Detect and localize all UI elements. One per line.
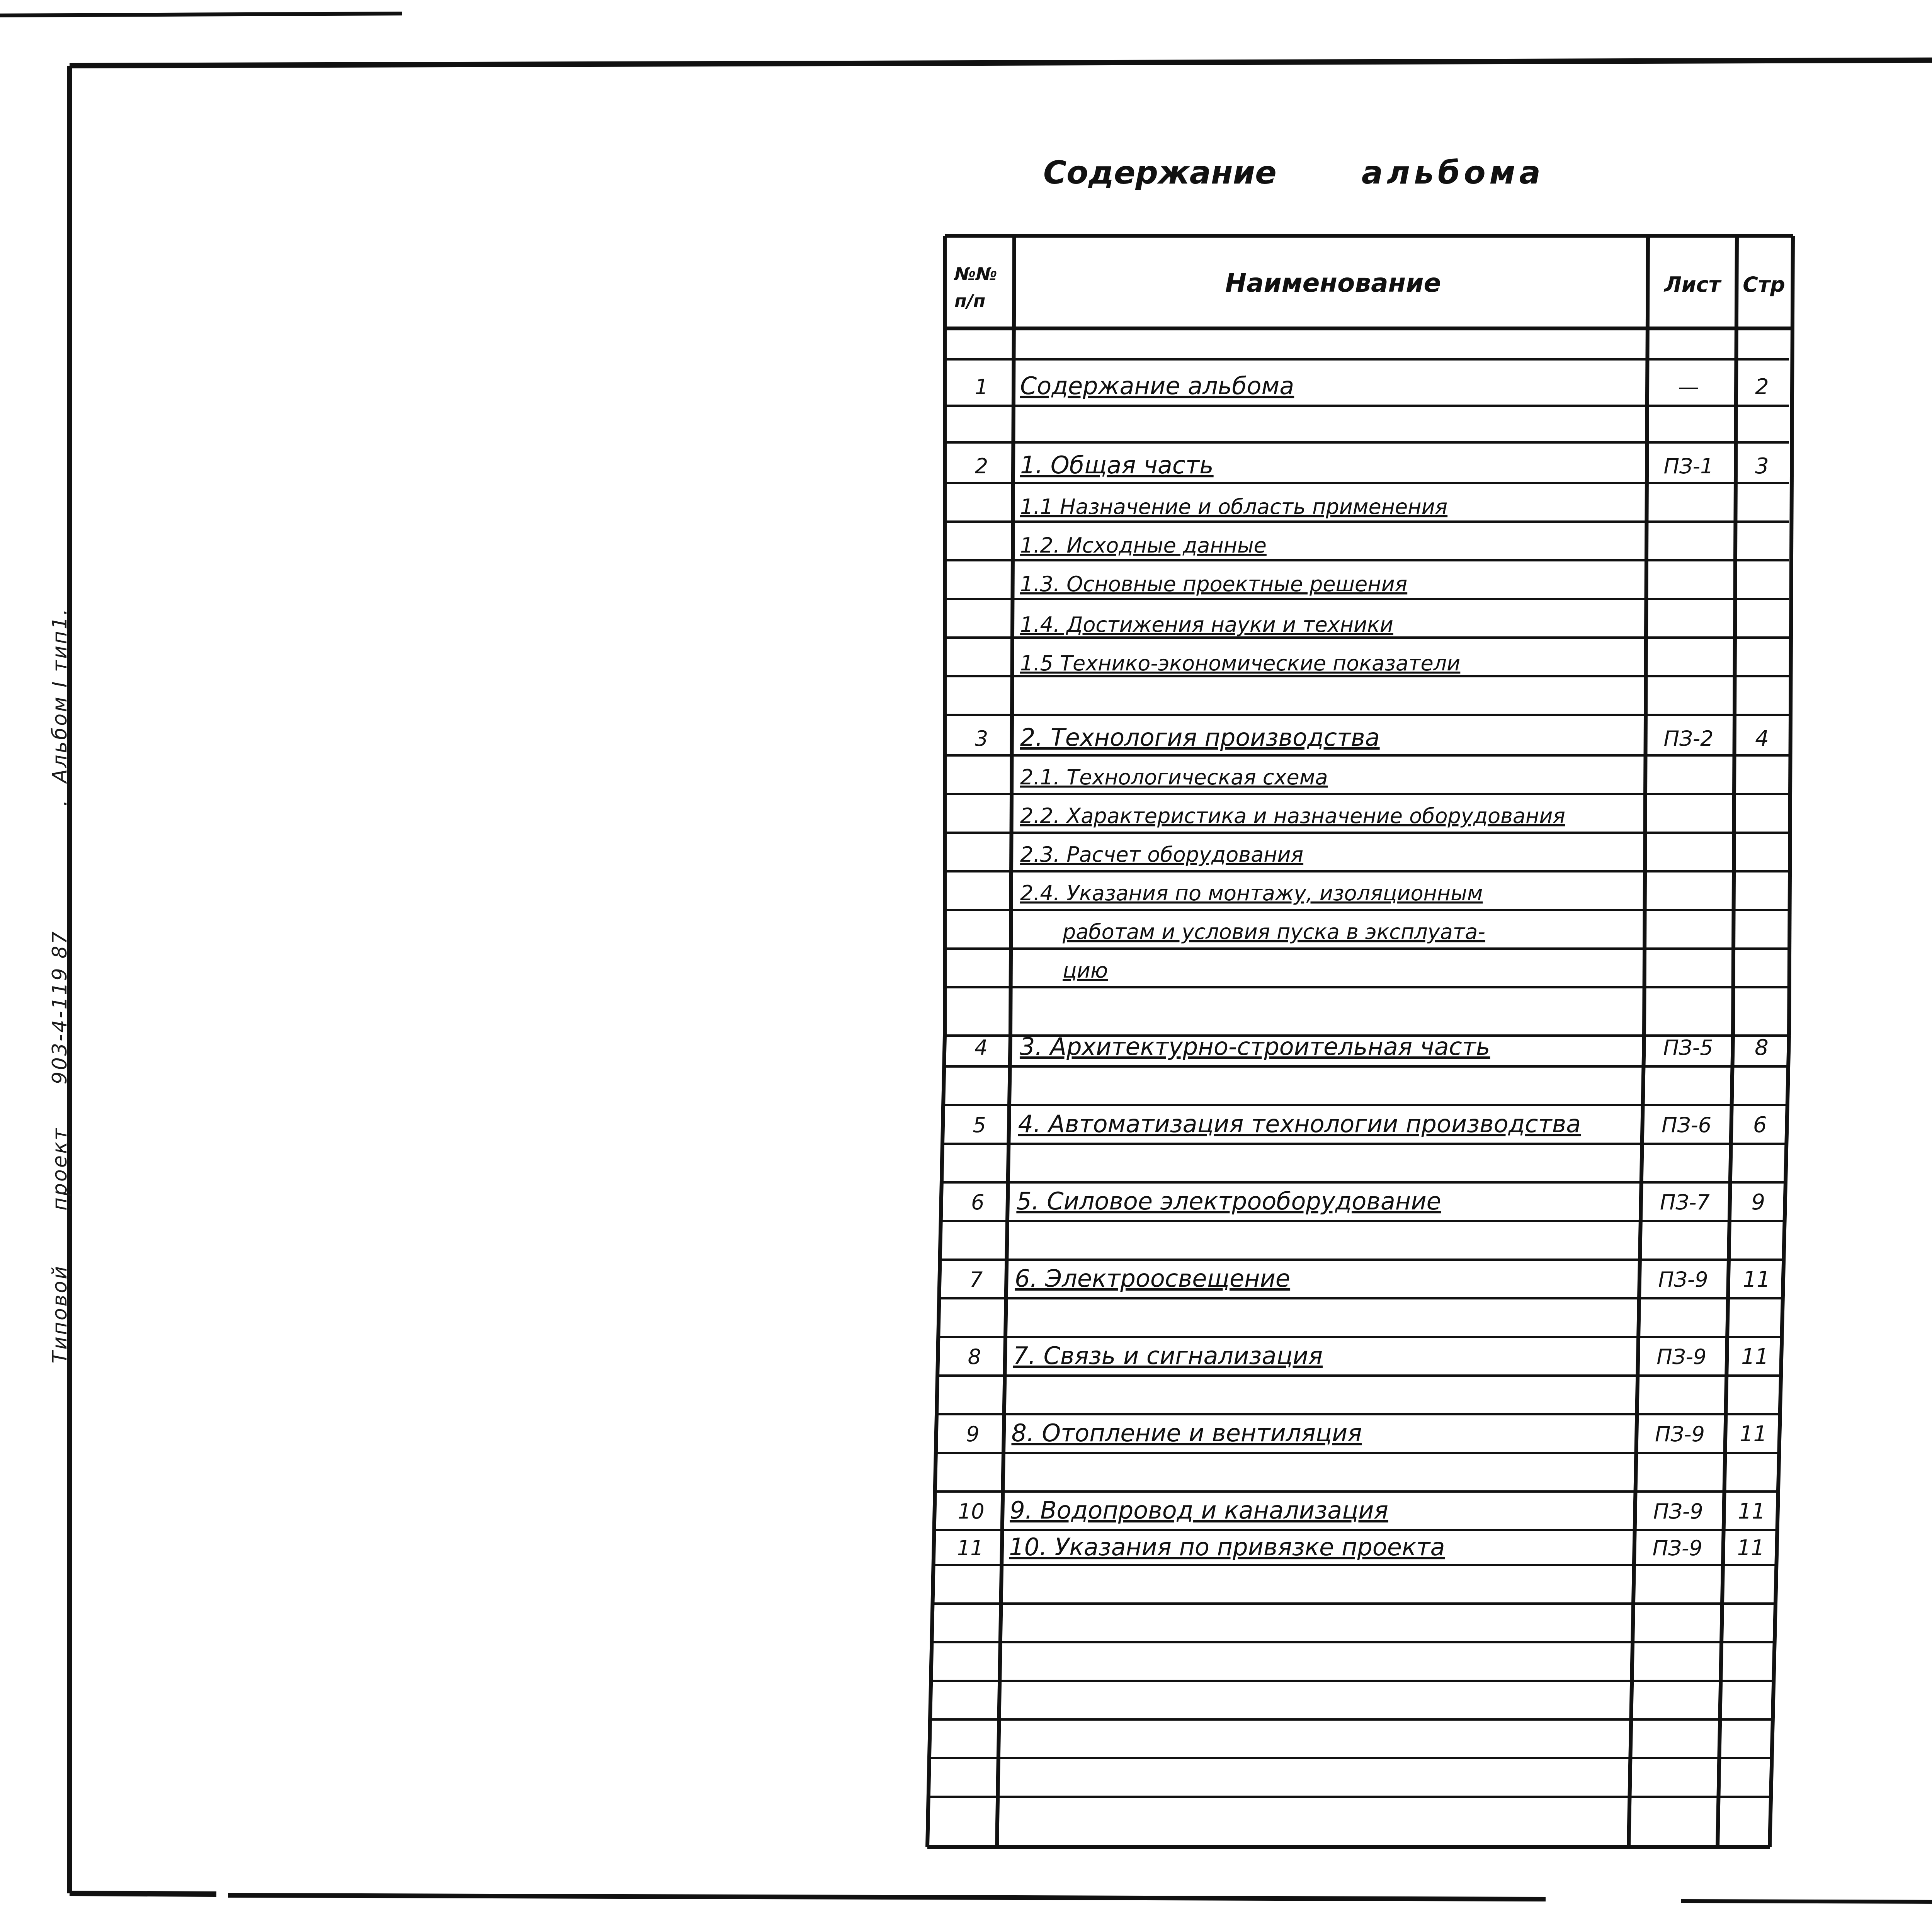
row-name: 2.1. Технологическая схема: [1020, 765, 1328, 789]
row-num: 2: [975, 454, 988, 478]
table-row: [969, 1264, 1770, 1293]
side-stamp-type: Типовой: [48, 1264, 71, 1364]
table-row: [1020, 842, 1303, 867]
side-stamp-number: 903-4-119 87: [48, 930, 71, 1085]
row-sheet: ПЗ-9: [1652, 1536, 1702, 1560]
table-row: [971, 1187, 1765, 1215]
header-page: Стр: [1743, 272, 1785, 297]
row-name: 9. Водопровод и канализация: [1010, 1496, 1388, 1524]
table-row: [968, 1342, 1769, 1370]
header-name: Наименование: [1225, 268, 1441, 298]
table-row: [1020, 572, 1407, 596]
row-name: цию: [1063, 958, 1108, 983]
row-name: 8. Отопление и вентиляция: [1011, 1419, 1362, 1447]
row-name: 2. Технология производства: [1020, 723, 1380, 752]
row-name: 1.5 Технико-экономические показатели: [1020, 651, 1461, 675]
row-sheet: ПЗ-7: [1660, 1190, 1710, 1214]
table-row: [1020, 881, 1483, 905]
table-row: [1020, 765, 1328, 789]
row-name: 1.3. Основные проектные решения: [1020, 572, 1408, 596]
title-word-1: Содержание: [1043, 155, 1277, 191]
row-num: 7: [969, 1267, 983, 1292]
row-sheet: —: [1678, 375, 1699, 399]
row-sheet: ПЗ-9: [1655, 1422, 1705, 1446]
row-name: 1. Общая часть: [1020, 451, 1214, 479]
header-sheet: Лист: [1664, 272, 1721, 297]
row-page: 3: [1755, 454, 1769, 479]
title-word-2: альбома: [1361, 155, 1544, 191]
row-page: 6: [1753, 1112, 1767, 1138]
header-num: №№ п/п: [954, 264, 997, 311]
table-row: [1062, 920, 1485, 944]
row-sheet: ПЗ-9: [1653, 1499, 1703, 1524]
row-sheet: ПЗ-9: [1658, 1267, 1708, 1292]
row-name: 3. Архитектурно-строительная часть: [1019, 1032, 1490, 1061]
table-header: [954, 264, 1785, 311]
table-body: [957, 372, 1770, 1561]
row-name: 1.4. Достижения науки и техники: [1020, 612, 1393, 637]
row-page: 11: [1739, 1422, 1767, 1447]
table-row: [957, 1533, 1765, 1561]
row-name: 7. Связь и сигнализация: [1013, 1342, 1323, 1370]
table-row: [1020, 612, 1393, 637]
row-num: 11: [957, 1536, 984, 1560]
table-row: [975, 372, 1769, 400]
row-num: 10: [957, 1499, 985, 1524]
table-row: [973, 1110, 1767, 1138]
row-name: Содержание альбома: [1020, 372, 1294, 400]
row-sheet: ПЗ-1: [1663, 454, 1714, 478]
row-name: 2.2. Характеристика и назначение оборудования: [1020, 804, 1565, 828]
row-page: 11: [1738, 1499, 1765, 1524]
row-num: 4: [974, 1036, 988, 1060]
table-row: [1020, 804, 1565, 828]
row-num: 5: [973, 1113, 986, 1137]
row-num: 3: [975, 726, 988, 751]
row-num: 6: [971, 1190, 985, 1214]
row-name: 5. Силовое электрооборудование: [1016, 1187, 1441, 1215]
row-num: 9: [966, 1422, 980, 1446]
table-row: [958, 1496, 1765, 1524]
row-page: 11: [1743, 1267, 1770, 1292]
table-row: [975, 451, 1769, 479]
row-name: 1.1 Назначение и область применения: [1020, 495, 1448, 519]
table-row: [966, 1419, 1767, 1447]
row-page: 8: [1755, 1035, 1769, 1060]
table-row: [1020, 495, 1447, 519]
row-sheet: ПЗ-5: [1663, 1036, 1713, 1060]
row-sheet: ПЗ-2: [1663, 726, 1714, 751]
row-name: работам и условия пуска в эксплуата-: [1063, 920, 1485, 944]
table-row: [1020, 651, 1460, 675]
table-row: [1020, 533, 1267, 558]
table-row: [975, 1032, 1769, 1061]
row-name: 6. Электроосвещение: [1015, 1264, 1291, 1293]
row-name: 1.2. Исходные данные: [1020, 533, 1267, 558]
row-page: 11: [1737, 1536, 1765, 1561]
table-row: [975, 723, 1769, 752]
row-page: 11: [1741, 1344, 1769, 1369]
row-name: 2.3. Расчет оборудования: [1020, 842, 1304, 867]
side-stamp-dot: .: [48, 798, 71, 806]
row-num: 1: [975, 375, 988, 399]
row-page: 9: [1751, 1190, 1765, 1215]
row-page: 4: [1755, 726, 1769, 751]
row-num: 8: [968, 1345, 981, 1369]
row-page: 2: [1755, 374, 1769, 400]
row-name: 2.4. Указания по монтажу, изоляционным: [1020, 881, 1483, 905]
row-name: 10. Указания по привязке проекта: [1009, 1533, 1445, 1561]
row-name: 4. Автоматизация технологии производства: [1018, 1110, 1581, 1138]
row-sheet: ПЗ-9: [1656, 1345, 1707, 1369]
side-stamp-album: Альбом I тип1.: [48, 607, 71, 783]
table-row: [1063, 958, 1108, 983]
side-stamp-project: проект: [48, 1127, 71, 1211]
row-sheet: ПЗ-6: [1662, 1113, 1712, 1137]
